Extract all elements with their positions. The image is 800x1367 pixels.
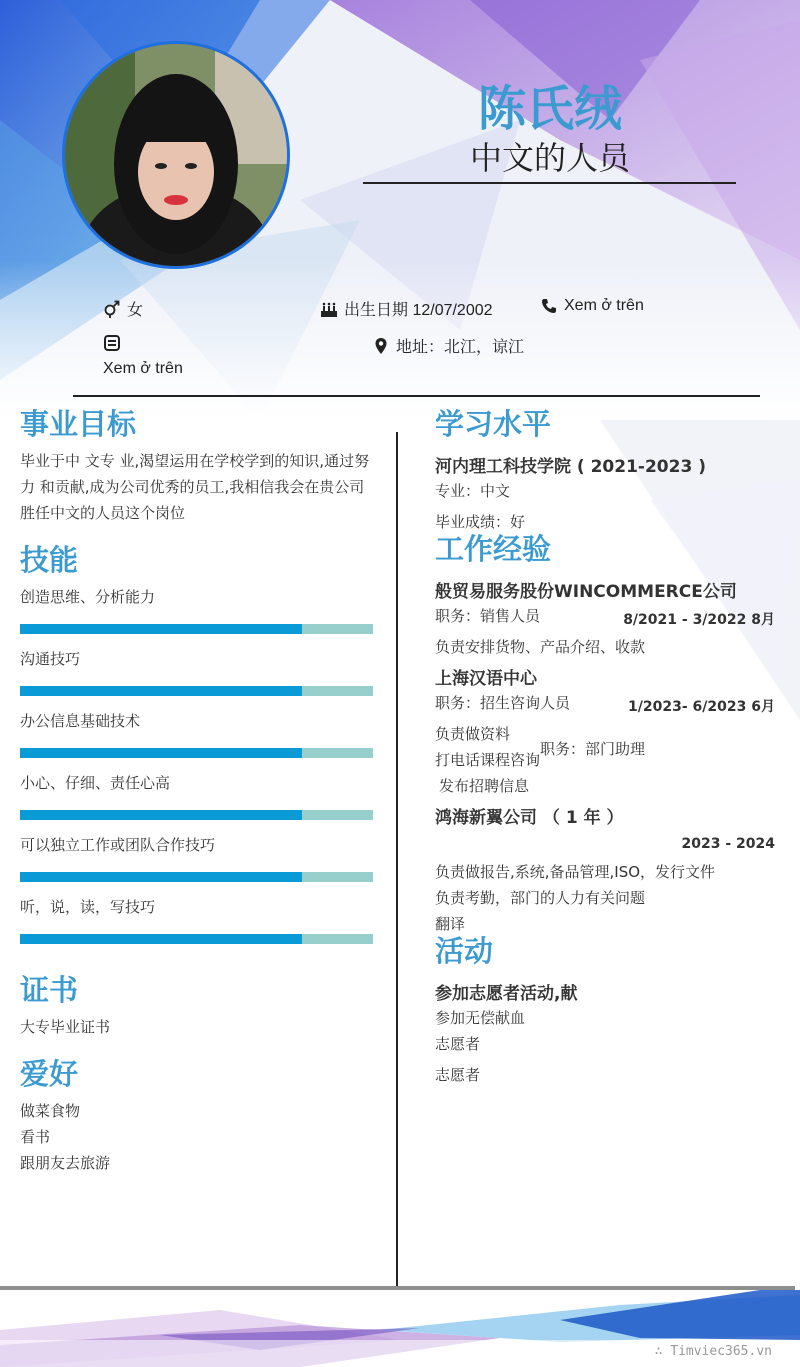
skill-bar-fill — [20, 686, 302, 696]
graduation-grade: 毕业成绩：好 — [435, 513, 526, 531]
email-value: Xem ở trên — [103, 360, 183, 377]
gender-value: 女 — [127, 302, 144, 319]
skill-label: 创造思维、分析能力 — [20, 588, 156, 606]
skill-bar-fill — [20, 624, 302, 634]
phone-value: Xem ở trên — [564, 297, 644, 314]
activity-item: 志愿者 — [435, 1066, 481, 1084]
skill-bar — [20, 748, 373, 758]
education-heading: 学习水平 — [435, 407, 552, 441]
skill-bar — [20, 872, 373, 882]
experience-heading: 工作经验 — [435, 532, 552, 566]
candidate-name: 陈氏绒 — [477, 81, 622, 137]
objective-line: 胜任中文的人员这个岗位 — [20, 504, 186, 522]
job-company: 上海汉语中心 — [435, 669, 537, 689]
objective-line: 力 和贡献,成为公司优秀的员工,我相信我会在贵公司 — [20, 478, 365, 496]
job-date: 2023 - 2024 — [681, 836, 775, 852]
certificate-heading: 证书 — [20, 973, 79, 1007]
job-description: 负责安排货物、产品介绍、收款 — [435, 638, 646, 656]
skills-heading: 技能 — [20, 543, 79, 577]
address-row — [372, 334, 524, 357]
skill-bar — [20, 810, 373, 820]
job-date: 1/2023- 6/2023 6月 — [628, 699, 775, 715]
phone-row — [540, 297, 644, 315]
birth-date: 出生日期 12/07/2002 — [344, 302, 493, 319]
gender-row — [103, 297, 143, 320]
address-value: 地址：北江，谅江 — [396, 339, 525, 356]
job-company: 鸿海新翼公司 （ 1 年 ） — [435, 808, 624, 828]
job-title: 中文的人员 — [469, 139, 630, 177]
header-divider — [363, 182, 736, 184]
skill-label: 小心、仔细、责任心高 — [20, 774, 171, 792]
skill-label: 办公信息基础技术 — [20, 712, 141, 730]
activity-item: 志愿者 — [435, 1035, 481, 1053]
section-divider — [73, 395, 760, 397]
certificate-item: 大专毕业证书 — [20, 1018, 111, 1036]
skill-bar-fill — [20, 934, 302, 944]
job-description: 负责做报告,系统,备品管理,ISO，发行文件 — [435, 863, 716, 881]
hobbies-list — [20, 1098, 110, 1176]
job-description: 发布招聘信息 — [439, 777, 530, 795]
skill-bar — [20, 934, 373, 944]
map-pin-icon — [372, 337, 390, 355]
email-icon — [103, 335, 121, 355]
objective-heading: 事业目标 — [20, 407, 137, 441]
skill-bar — [20, 686, 373, 696]
skill-bar-fill — [20, 872, 302, 882]
school-name: 河内理工科技学院 ( 2021-2023 ) — [435, 457, 706, 477]
skill-label: 沟通技巧 — [20, 650, 81, 668]
objective-text — [20, 448, 380, 526]
activity-item: 参加无偿献血 — [435, 1009, 526, 1027]
hobby-item: 看书 — [20, 1128, 51, 1146]
skill-label: 可以独立工作或团队合作技巧 — [20, 836, 216, 854]
activities-heading: 活动 — [435, 934, 494, 968]
watermark: ∴ Timviec365.vn — [654, 1344, 772, 1359]
job-company: 般贸易服务股份WINCOMMERCE公司 — [435, 582, 737, 602]
job-description: 负责考勤，部门的人力有关问题 — [435, 889, 646, 907]
skill-bar-fill — [20, 748, 302, 758]
job-description: 打电话课程咨询 — [435, 751, 541, 769]
column-divider — [396, 432, 398, 1300]
phone-icon — [540, 297, 558, 315]
birthday-cake-icon — [320, 300, 338, 318]
portrait-image — [65, 44, 287, 266]
hobbies-heading: 爱好 — [20, 1057, 79, 1091]
job-position: 职务：销售人员 — [435, 607, 541, 625]
profile-photo — [62, 41, 290, 269]
activity-title: 参加志愿者活动,献 — [435, 984, 578, 1004]
skill-bar — [20, 624, 373, 634]
hobby-item: 做菜食物 — [20, 1102, 81, 1120]
job-date: 8/2021 - 3/2022 8月 — [623, 612, 775, 628]
hobby-item: 跟朋友去旅游 — [20, 1154, 111, 1172]
skill-label: 听，说，读，写技巧 — [20, 898, 156, 916]
job-description: 负责做资料 — [435, 725, 511, 743]
birth-row — [320, 297, 493, 320]
gender-icon — [103, 300, 121, 318]
objective-line: 毕业于中 文专 业,渴望运用在学校学到的知识,通过努 — [20, 452, 370, 470]
job-position: 职务：招生咨询人员 — [435, 694, 571, 712]
job-description: 翻译 — [435, 915, 466, 933]
major: 专业：中文 — [435, 482, 511, 500]
skill-bar-fill — [20, 810, 302, 820]
job-position: 职务：部门助理 — [540, 740, 646, 758]
